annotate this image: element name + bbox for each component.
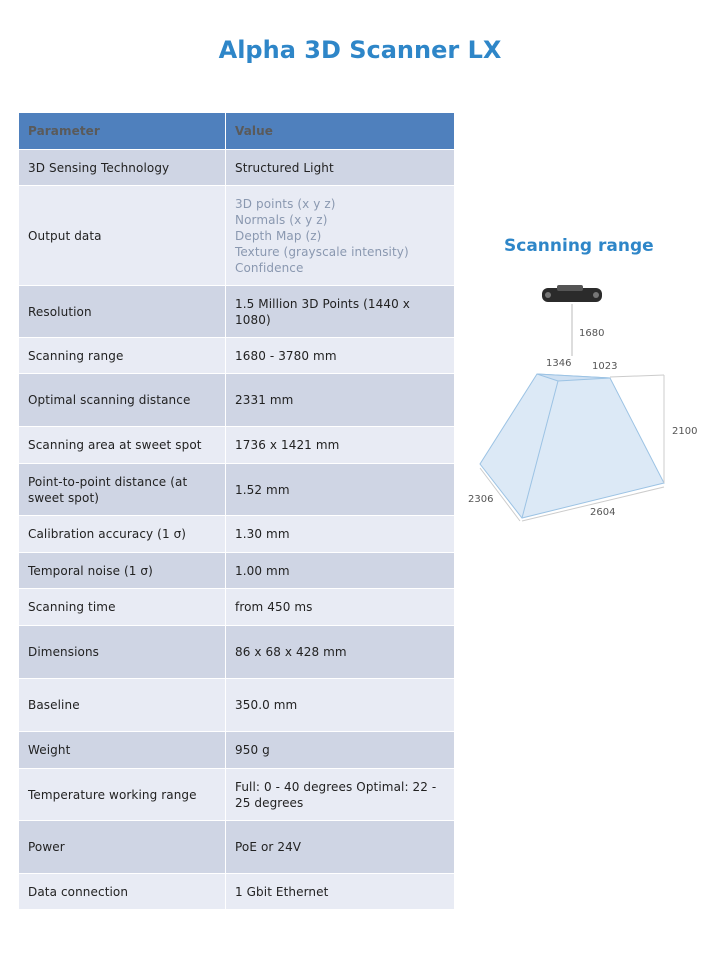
row-parameter: Power [19, 821, 226, 874]
scanning-range-title: Scanning range [504, 236, 654, 256]
dim-top-width: 1346 [546, 358, 572, 369]
row-value: 1.52 mm [226, 464, 455, 516]
row-parameter: Resolution [19, 286, 226, 338]
table-row [19, 338, 455, 374]
row-parameter: Dimensions [19, 626, 226, 679]
table-row [19, 553, 455, 589]
table-row [19, 286, 455, 338]
output-line: Confidence [235, 260, 304, 275]
row-parameter: Scanning range [19, 338, 226, 374]
row-value: Structured Light [226, 150, 455, 186]
row-value: Full: 0 - 40 degrees Optimal: 22 - 25 degrees [226, 769, 455, 821]
dim-height: 2100 [672, 426, 698, 437]
scanning-frustum [480, 374, 664, 518]
row-value: PoE or 24V [226, 821, 455, 874]
table-row [19, 464, 455, 516]
scanner-icon [542, 285, 602, 302]
table-row [19, 679, 455, 732]
row-value: 2331 mm [226, 374, 455, 427]
row-value: 1 Gbit Ethernet [226, 874, 455, 910]
row-value: from 450 ms [226, 589, 455, 626]
table-row [19, 626, 455, 679]
page-title: Alpha 3D Scanner LX [218, 36, 502, 64]
row-value: 86 x 68 x 428 mm [226, 626, 455, 679]
table-row [19, 821, 455, 874]
row-parameter: Baseline [19, 679, 226, 732]
height-guide-top [610, 375, 664, 377]
table-header-row [19, 113, 455, 150]
table-row [19, 732, 455, 769]
table-row [19, 427, 455, 464]
header-parameter: Parameter [19, 113, 226, 150]
row-parameter: Data connection [19, 874, 226, 910]
table-row [19, 516, 455, 553]
table-row [19, 186, 455, 286]
row-value: 1.5 Million 3D Points (1440 x 1080) [226, 286, 455, 338]
row-parameter: Optimal scanning distance [19, 374, 226, 427]
output-line: Depth Map (z) [235, 228, 322, 243]
output-line: 3D points (x y z) [235, 196, 336, 211]
table-row [19, 874, 455, 910]
row-value: 1680 - 3780 mm [226, 338, 455, 374]
output-line: Texture (grayscale intensity) [235, 244, 409, 259]
table-row [19, 769, 455, 821]
row-parameter: Weight [19, 732, 226, 769]
table-row [19, 589, 455, 626]
header-value: Value [226, 113, 455, 150]
row-value: 350.0 mm [226, 679, 455, 732]
spec-table [18, 112, 455, 910]
row-parameter: Scanning area at sweet spot [19, 427, 226, 464]
row-parameter: Point-to-point distance (at sweet spot) [19, 464, 226, 516]
dim-bottom-width: 2604 [590, 507, 616, 518]
table-row [19, 150, 455, 186]
scanning-range-diagram [462, 278, 712, 528]
table-row [19, 374, 455, 427]
dim-distance: 1680 [579, 328, 605, 339]
row-parameter: Scanning time [19, 589, 226, 626]
row-parameter: Calibration accuracy (1 σ) [19, 516, 226, 553]
row-parameter: Temperature working range [19, 769, 226, 821]
output-line: Normals (x y z) [235, 212, 328, 227]
row-value: 1.00 mm [226, 553, 455, 589]
row-parameter: Output data [19, 186, 226, 286]
row-value [226, 186, 455, 286]
dim-top-depth: 1023 [592, 361, 618, 372]
row-value: 1736 x 1421 mm [226, 427, 455, 464]
row-parameter: 3D Sensing Technology [19, 150, 226, 186]
dim-bottom-depth: 2306 [468, 494, 494, 505]
row-parameter: Temporal noise (1 σ) [19, 553, 226, 589]
row-value: 950 g [226, 732, 455, 769]
row-value: 1.30 mm [226, 516, 455, 553]
